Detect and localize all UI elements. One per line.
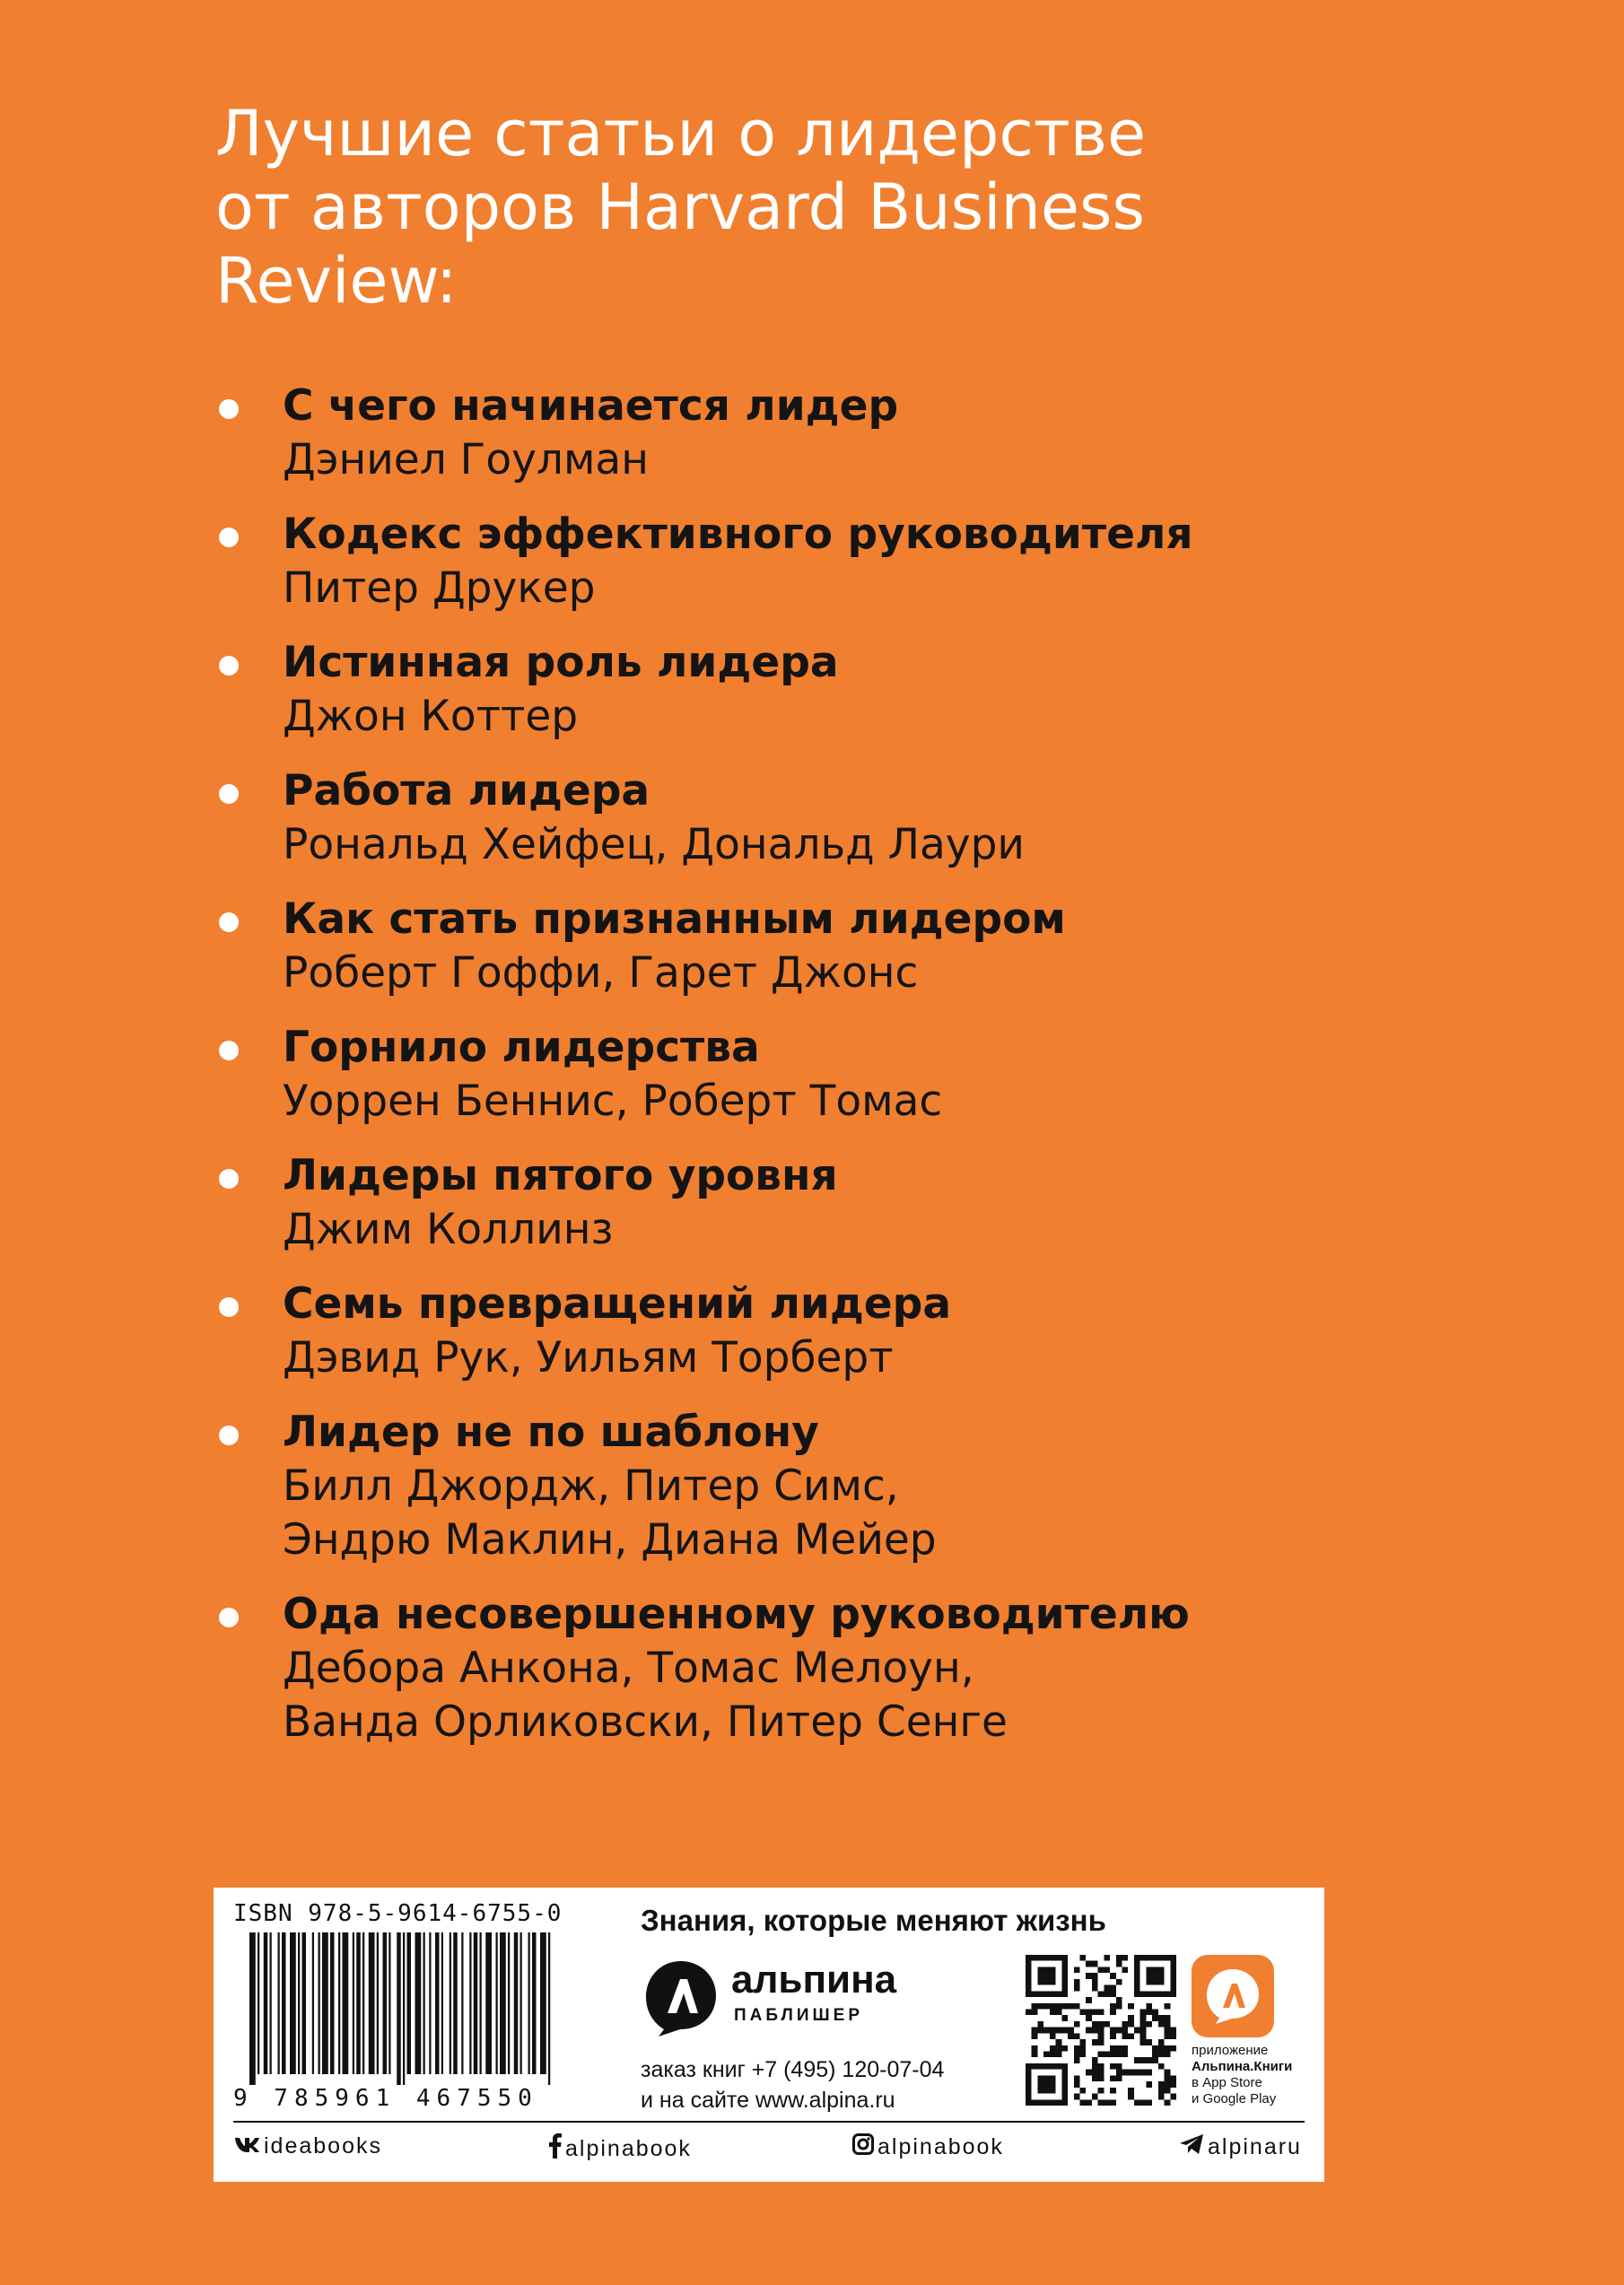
bullet-icon xyxy=(219,1041,239,1060)
article-title: Работа лидера xyxy=(283,766,650,815)
bullet-icon xyxy=(219,1608,239,1627)
article-title: Ода несовершенному руководителю xyxy=(283,1590,1190,1639)
qr-code-icon[interactable] xyxy=(1026,1955,1176,2106)
list-item xyxy=(215,764,1489,872)
list-item xyxy=(215,508,1489,615)
article-authors: Дэниел Гоулман xyxy=(283,435,649,484)
list-item xyxy=(215,1149,1489,1257)
social-vk[interactable] xyxy=(233,2133,382,2159)
article-authors: Дебора Анкона, Томас Мелоун, xyxy=(283,1644,974,1693)
bullet-icon xyxy=(219,1297,239,1317)
article-authors: Джим Коллинз xyxy=(283,1205,614,1254)
heading-line: Review: xyxy=(215,244,458,318)
list-item xyxy=(215,1021,1489,1129)
article-title: С чего начинается лидер xyxy=(283,381,899,431)
app-promo-line: и Google Play xyxy=(1192,2091,1277,2106)
bullet-icon xyxy=(219,399,239,419)
bullet-icon xyxy=(219,912,239,932)
isbn-number: ISBN 978-5-9614-6755-0 xyxy=(233,1900,563,1927)
list-item xyxy=(215,1278,1489,1385)
article-authors: Роберт Гоффи, Гарет Джонс xyxy=(283,948,919,998)
article-title: Лидер не по шаблону xyxy=(283,1408,819,1457)
instagram-icon xyxy=(852,2133,874,2161)
divider xyxy=(233,2121,1305,2123)
app-promo xyxy=(1192,2043,1292,2107)
heading-line: от авторов Harvard Business xyxy=(215,170,1145,244)
heading-line: Лучшие статьи о лидерстве xyxy=(215,97,1147,170)
bullet-icon xyxy=(219,1169,239,1189)
social-facebook[interactable] xyxy=(549,2133,692,2165)
social-label: ideabooks xyxy=(264,2133,382,2159)
vk-icon xyxy=(233,2133,260,2159)
article-authors: Джон Коттер xyxy=(283,692,579,741)
app-promo-line: в App Store xyxy=(1192,2075,1262,2090)
bullet-icon xyxy=(219,784,239,804)
article-authors: Рональд Хейфец, Дональд Лаури xyxy=(283,820,1025,869)
list-item xyxy=(215,1406,1489,1567)
article-title: Кодекс эффективного руководителя xyxy=(283,510,1193,559)
app-name: Альпина.Книги xyxy=(1192,2059,1293,2074)
article-title: Как стать признанным лидером xyxy=(283,894,1066,944)
publisher-panel xyxy=(214,1888,1324,2182)
publisher-slogan: Знания, которые меняют жизнь xyxy=(641,1904,1106,1937)
list-item xyxy=(215,893,1489,1000)
article-authors: Питер Друкер xyxy=(283,563,596,613)
article-authors: Эндрю Маклин, Диана Мейер xyxy=(283,1515,937,1565)
social-label: alpinabook xyxy=(877,2134,1004,2159)
barcode-icon xyxy=(249,1932,554,2085)
article-title: Истинная роль лидера xyxy=(283,638,839,687)
facebook-icon xyxy=(549,2133,562,2165)
social-label: alpinaru xyxy=(1208,2134,1302,2159)
social-instagram[interactable] xyxy=(852,2133,1004,2161)
telegram-icon xyxy=(1179,2133,1204,2161)
article-title: Горнило лидерства xyxy=(283,1023,760,1072)
order-info xyxy=(641,2054,944,2115)
app-logo-icon xyxy=(1192,1955,1274,2037)
article-authors: Билл Джордж, Питер Симс, xyxy=(283,1461,899,1511)
article-authors: Уоррен Беннис, Роберт Томас xyxy=(283,1077,943,1126)
publisher-name: альпина xyxy=(731,1958,897,2002)
order-website: и на сайте www.alpina.ru xyxy=(641,2088,895,2113)
order-phone: заказ книг +7 (495) 120-07-04 xyxy=(641,2057,945,2082)
article-title: Семь превращений лидера xyxy=(283,1279,952,1329)
app-icon[interactable] xyxy=(1192,1955,1274,2037)
publisher-subtitle: ПАБЛИШЕР xyxy=(734,2006,863,2025)
heading xyxy=(215,97,1489,318)
article-list xyxy=(215,379,1489,1770)
article-authors: Дэвид Рук, Уильям Торберт xyxy=(283,1333,894,1382)
article-title: Лидеры пятого уровня xyxy=(283,1151,838,1200)
social-label: alpinabook xyxy=(565,2136,692,2161)
app-promo-line: приложение xyxy=(1192,2043,1269,2058)
bullet-icon xyxy=(219,656,239,676)
list-item xyxy=(215,636,1489,744)
barcode-digits: 9 785961 467550 xyxy=(233,2085,538,2112)
list-item xyxy=(215,1588,1489,1749)
alpina-logo-icon xyxy=(641,1958,721,2038)
social-telegram[interactable] xyxy=(1179,2133,1302,2161)
bullet-icon xyxy=(219,528,239,547)
bullet-icon xyxy=(219,1426,239,1445)
social-links xyxy=(233,2133,1305,2169)
article-authors: Ванда Орликовски, Питер Сенге xyxy=(283,1697,1008,1747)
list-item xyxy=(215,379,1489,487)
